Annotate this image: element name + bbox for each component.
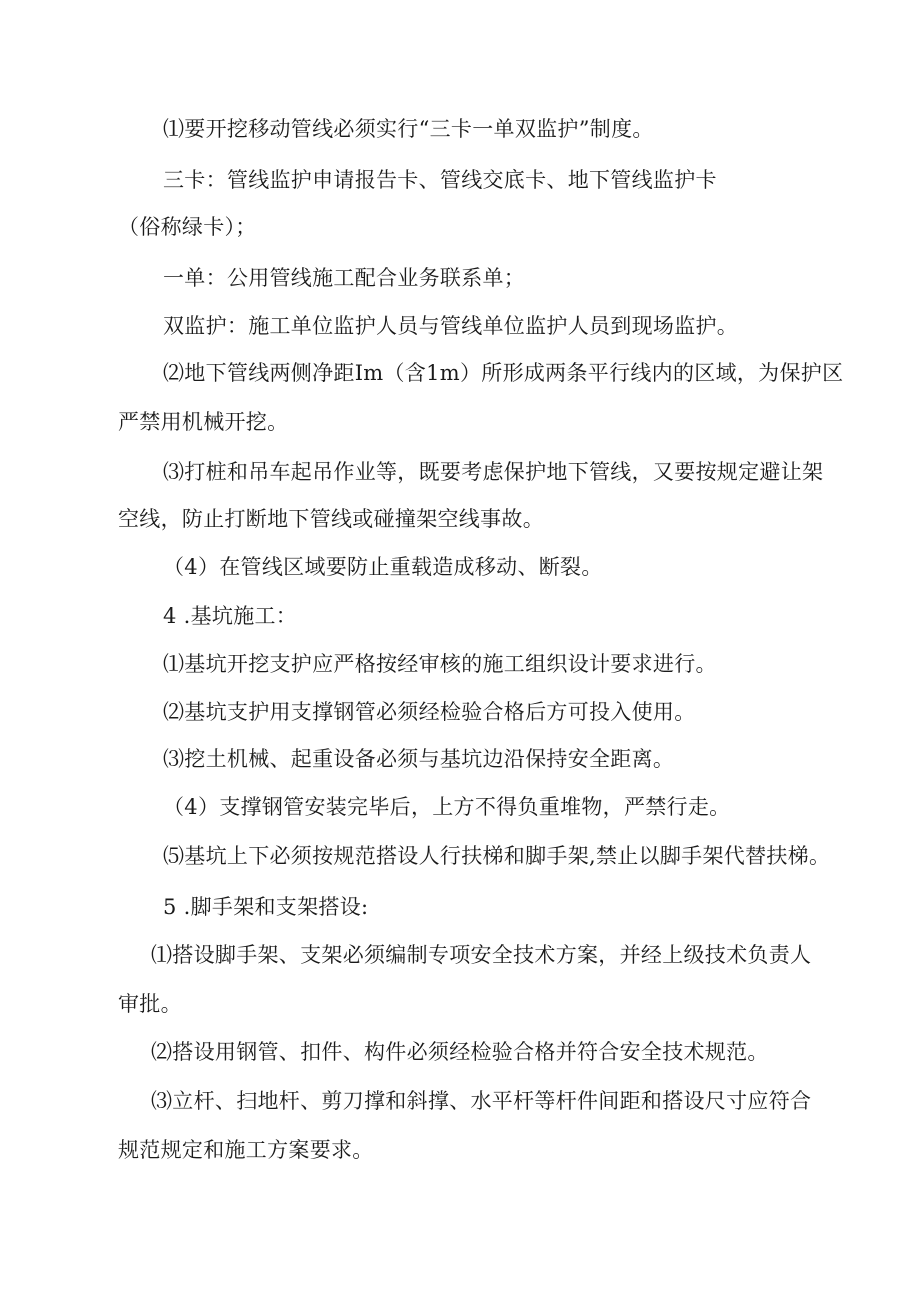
paragraph-line-13: ⑵基坑支护用支撑钢管必须经检验合格后方可投入使用。 <box>163 700 696 724</box>
paragraph-line-18: ⑴搭设脚手架、支架必须编制专项安全技术方案，并经上级技术负责人 <box>151 943 812 967</box>
paragraph-line-20: ⑵搭设用钢管、扣件、构件必须经检验合格并符合安全技术规范。 <box>151 1040 769 1064</box>
paragraph-line-21: ⑶立杆、扫地杆、剪刀撑和斜撑、水平杆等杆件间距和搭设尺寸应符合 <box>151 1089 812 1113</box>
paragraph-line-15: （4）支撑钢管安装完毕后，上方不得负重堆物，严禁行走。 <box>163 795 731 819</box>
paragraph-line-7: 严禁用机械开挖。 <box>118 410 289 434</box>
paragraph-line-4: 一单：公用管线施工配合业务联系单； <box>163 266 526 290</box>
paragraph-line-8: ⑶打桩和吊车起吊作业等，既要考虑保护地下管线，又要按规定避让架 <box>163 460 824 484</box>
paragraph-line-3: （俗称绿卡）； <box>118 215 257 239</box>
section-heading-5: 5 .脚手架和支架搭设: <box>163 895 369 919</box>
paragraph-line-19: 审批。 <box>118 992 182 1016</box>
paragraph-line-10: （4）在管线区域要防止重载造成移动、断裂。 <box>163 555 603 579</box>
paragraph-line-9: 空线，防止打断地下管线或碰撞架空线事故。 <box>118 507 544 531</box>
paragraph-line-22: 规范规定和施工方案要求。 <box>118 1138 374 1162</box>
section-heading-4: 4 .基坑施工： <box>163 604 298 628</box>
paragraph-line-14: ⑶挖土机械、起重设备必须与基坑边沿保持安全距离。 <box>163 747 675 771</box>
paragraph-line-5: 双监护：施工单位监护人员与管线单位监护人员到现场监护。 <box>163 314 739 338</box>
paragraph-line-6: ⑵地下管线两侧净距Im（含1m）所形成两条平行线内的区域，为保护区 <box>163 361 844 385</box>
paragraph-line-2: 三卡：管线监护申请报告卡、管线交底卡、地下管线监护卡 <box>163 168 717 192</box>
paragraph-line-1: ⑴要开挖移动管线必须实行“三卡一单双监护”制度。 <box>163 117 654 141</box>
paragraph-line-12: ⑴基坑开挖支护应严格按经审核的施工组织设计要求进行。 <box>163 652 717 676</box>
paragraph-line-16: ⑸基坑上下必须按规范搭设人行扶梯和脚手架,禁止以脚手架代替扶梯。 <box>163 844 831 868</box>
